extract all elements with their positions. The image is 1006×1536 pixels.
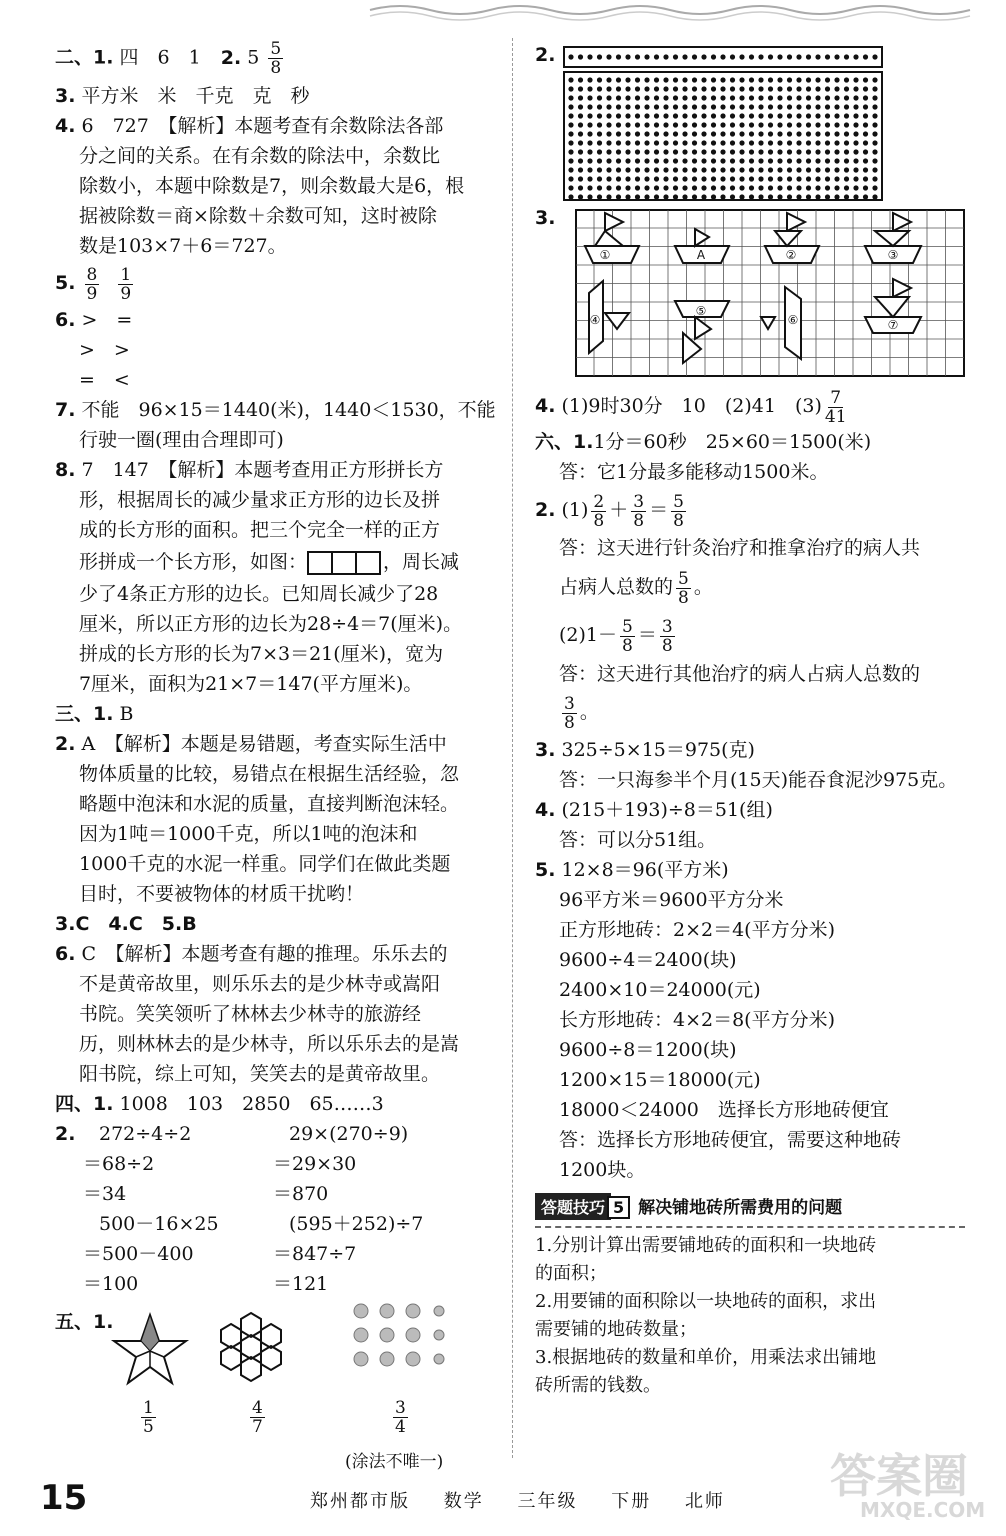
answer-2-1 xyxy=(55,40,495,77)
item-number: 2. xyxy=(535,44,556,66)
answer-text: 厘米，所以正方形的边长为28÷4＝7(厘米)。 xyxy=(79,613,463,635)
answer-text: C 【解析】本题考查有趣的推理。乐乐去的 xyxy=(81,943,448,965)
item-number: 6. xyxy=(55,943,76,965)
answer-text: 答：这天进行针灸治疗和推拿治疗的病人共 xyxy=(559,537,921,559)
answer-6-4 xyxy=(535,795,965,855)
fraction: $\frac{3}{8}$ xyxy=(633,491,645,531)
answer-text: > > xyxy=(79,339,130,361)
answer-text: 形拼成一个长方形，如图： xyxy=(79,551,308,573)
tip-badge: 答题技巧 xyxy=(535,1193,611,1220)
watermark-text: 答案圈 xyxy=(830,1449,968,1503)
hexagon-flower-figure xyxy=(215,1311,287,1383)
footer-volume: 下册 xyxy=(611,1491,652,1512)
section-label: 四、1. xyxy=(55,1093,114,1115)
item-number: 3. xyxy=(535,739,556,761)
item-number: 2. xyxy=(55,1123,76,1145)
answer-text: 历，则林林去的是少林寺，所以乐乐去的是嵩 xyxy=(79,1033,460,1055)
answer-3-6 xyxy=(55,939,495,1089)
answer-text: 书院。笑笑领听了林林去少林寺的旅游经 xyxy=(79,1003,422,1025)
svg-text:②: ② xyxy=(785,248,797,262)
item-number: 4. xyxy=(535,799,556,821)
footer-edition: 郑州都市版 xyxy=(310,1491,410,1512)
answer-r-3 xyxy=(535,203,965,385)
svg-text:①: ① xyxy=(599,248,611,262)
answer-tip-box xyxy=(535,1193,965,1400)
tip-text: 的面积； xyxy=(535,1263,607,1284)
answer-text: 数是103×7＋6＝727。 xyxy=(79,235,287,257)
answer-text: 1000千克的水泥一样重。同学们在做此类题 xyxy=(79,853,451,875)
answer-text: 答：一只海参半个月(15天)能吞食泥沙975克。 xyxy=(559,769,958,791)
item-number: 6. xyxy=(55,309,76,331)
fraction: $\frac{1}{5}$ xyxy=(143,1398,154,1437)
answer-2-3 xyxy=(55,81,495,111)
answer-text: 因为1吨＝1000千克，所以1吨的泡沫和 xyxy=(79,823,418,845)
fraction: $\frac{2}{8}$ xyxy=(593,491,605,531)
answer-6-1 xyxy=(535,427,965,487)
watermark xyxy=(830,1440,986,1522)
answer-text: 正方形地砖：2×2＝4(平方分米) xyxy=(559,919,836,941)
svg-text:⑦: ⑦ xyxy=(887,318,899,332)
answer-text: 不是黄帝故里，则乐乐去的是少林寺或嵩阳 xyxy=(79,973,441,995)
fraction: $\frac{5}{8}$ xyxy=(678,568,689,608)
item-number: 2. xyxy=(55,733,76,755)
answer-text: 分之间的关系。在有余数的除法中，余数比 xyxy=(79,145,441,167)
answer-text: 18000＜24000 选择长方形地砖便宜 xyxy=(559,1099,889,1121)
answer-text: 成的长方形的面积。把三个完全一样的正方 xyxy=(79,519,441,541)
calc-step: ＝68÷2 xyxy=(83,1153,155,1175)
answer-text: 7 147 【解析】本题考查用正方形拼长方 xyxy=(81,459,444,481)
answer-2-6 xyxy=(55,305,495,395)
dot-grid-figure xyxy=(563,46,885,202)
answer-text: 少了4条正方形的边长。已知周长减少了28 xyxy=(79,583,439,605)
item-number: 3. xyxy=(535,207,556,229)
calc-step: 272÷4÷2 xyxy=(99,1123,192,1145)
answer-text: 325÷5×15＝975(克) xyxy=(561,739,755,761)
answer-text: 1008 103 2850 65……3 xyxy=(119,1093,384,1115)
answer-r-2 xyxy=(535,40,965,195)
item-number: 5. xyxy=(535,859,556,881)
answer-text: 9600÷8＝1200(块) xyxy=(559,1039,737,1061)
tip-text: 砖所需的钱数。 xyxy=(535,1375,661,1396)
answer-6-2 xyxy=(535,487,965,735)
answer-2-5 xyxy=(55,261,495,305)
three-squares-figure xyxy=(307,551,379,573)
calc-step: ＝500－400 xyxy=(83,1243,194,1265)
answer-text: 1200块。 xyxy=(559,1159,646,1181)
answer-text: 6 727 【解析】本题考查有余数除法各部 xyxy=(81,115,444,137)
fraction: $\frac{8}{9}$ xyxy=(86,264,98,304)
fraction: $\frac{3}{4}$ xyxy=(395,1398,406,1437)
answer-text: 1分＝60秒 25×60＝1500(米) xyxy=(593,431,872,453)
answer-text: 拼成的长方形的长为7×3＝21(厘米)，宽为 xyxy=(79,643,444,665)
answer-text: 7厘米，面积为21×7＝147(平方厘米)。 xyxy=(79,673,423,695)
section-label: 二、1. xyxy=(55,46,114,69)
answer-r-4 xyxy=(535,385,965,427)
answer-text: 不能 96×15＝1440(米)，1440＜1530，不能 xyxy=(81,399,496,421)
answer-2-4 xyxy=(55,111,495,261)
calc-step: ＝29×30 xyxy=(273,1153,357,1175)
tip-text: 3.根据地砖的数量和单价，用乘法求出铺地 xyxy=(535,1347,877,1368)
svg-text:④: ④ xyxy=(589,313,601,327)
calc-step: ＝847÷7 xyxy=(273,1243,357,1265)
answer-text: ，周长减 xyxy=(383,551,460,573)
answer-5-1 xyxy=(55,1307,495,1472)
answer-text: 96平方米＝9600平方分米 xyxy=(559,889,784,911)
svg-text:③: ③ xyxy=(887,248,899,262)
answer-3-1 xyxy=(55,699,495,729)
answer-4-1 xyxy=(55,1089,495,1119)
answer-text: 形，根据周长的减少量求正方形的边长及拼 xyxy=(79,489,441,511)
item-number: 4. xyxy=(55,115,76,137)
answer-text: 平方米 米 千克 克 秒 xyxy=(81,85,310,107)
calc-step: ＝100 xyxy=(83,1273,139,1295)
fraction: $\frac{7}{41}$ xyxy=(824,387,847,427)
item-number: 2. xyxy=(535,499,556,521)
answer-text: 行驶一圈(理由合理即可) xyxy=(79,429,284,451)
item-number: 5. xyxy=(55,272,76,294)
fraction: $\frac{4}{7}$ xyxy=(252,1398,263,1437)
answer-text: > = xyxy=(81,309,133,331)
tangram-grid-figure xyxy=(575,209,967,379)
answer-text: 。 xyxy=(693,576,713,598)
answer-text: A 【解析】本题是易错题，考查实际生活中 xyxy=(81,733,447,755)
section-label: 六、1. xyxy=(535,431,594,453)
item-number: 3. xyxy=(55,85,76,107)
answer-2-7 xyxy=(55,395,495,455)
answer-2-8 xyxy=(55,455,495,699)
answer-text: (1)9时30分 10 (2)41 (3) xyxy=(561,395,822,417)
footer-publisher: 北师 xyxy=(684,1491,725,1512)
answer-text: 目时，不要被物体的材质干扰哟！ xyxy=(79,883,365,905)
answer-text: 长方形地砖：4×2＝8(平方分米) xyxy=(559,1009,836,1031)
footer-info xyxy=(310,1487,751,1513)
tip-text: 2.用要铺的面积除以一块地砖的面积，求出 xyxy=(535,1291,877,1312)
watermark-url: MXQE.COM xyxy=(860,1498,986,1522)
top-decoration xyxy=(0,0,1006,30)
right-column xyxy=(535,40,965,1400)
item-number: 7. xyxy=(55,399,76,421)
answer-text: (2)1－ xyxy=(559,624,618,646)
answer-text: 1200×15＝18000(元) xyxy=(559,1069,761,1091)
calc-step: ＝870 xyxy=(273,1183,329,1205)
item-number: 2. xyxy=(220,46,242,69)
answer-text: ＋ xyxy=(609,499,629,521)
section-label: 五、1. xyxy=(55,1311,114,1333)
answer-text: 答：它1分最多能移动1500米。 xyxy=(559,461,829,483)
calc-step: 29×(270÷9) xyxy=(289,1123,409,1145)
answer-text: 四 6 1 xyxy=(119,46,201,69)
svg-text:⑥: ⑥ xyxy=(787,313,799,327)
fraction: $\frac{3}{8}$ xyxy=(564,693,575,733)
answer-text: 阳书院，综上可知，笑笑去的是黄帝故里。 xyxy=(79,1063,441,1085)
tip-number: 5 xyxy=(607,1196,630,1219)
calc-step: ＝34 xyxy=(83,1183,127,1205)
answer-text: = < xyxy=(79,369,130,391)
answer-text: 12×8＝96(平方米) xyxy=(561,859,729,881)
section-label: 三、1. xyxy=(55,703,114,725)
answer-3-2 xyxy=(55,729,495,909)
answer-text: 物体质量的比较，易错点在根据生活经验，忽 xyxy=(79,763,460,785)
calc-step: ＝121 xyxy=(273,1273,329,1295)
column-divider xyxy=(512,38,513,1458)
answer-text: 答：这天进行其他治疗的病人占病人总数的 xyxy=(559,663,921,685)
item-number: 8. xyxy=(55,459,76,481)
left-column xyxy=(55,39,496,1472)
calc-step: (595＋252)÷7 xyxy=(289,1213,424,1235)
answer-text: (1) xyxy=(561,499,589,521)
answer-text: (215＋193)÷8＝51(组) xyxy=(561,799,773,821)
answer-6-3 xyxy=(535,735,965,795)
calc-step: 500－16×25 xyxy=(99,1213,219,1235)
answer-text: B xyxy=(119,703,134,725)
svg-text:⑤: ⑤ xyxy=(695,304,707,318)
answer-text: 答：选择长方形地砖便宜，需要这种地砖 xyxy=(559,1129,902,1151)
answer-text: ＝ xyxy=(637,624,657,646)
star-figure xyxy=(110,1311,190,1391)
footer-grade: 三年级 xyxy=(517,1491,578,1512)
ducks-figure xyxy=(347,1297,447,1387)
answer-text: 9600÷4＝2400(块) xyxy=(559,949,737,971)
fraction: $\frac{5}{8}$ xyxy=(270,39,282,78)
answer-text: 据被除数＝商×除数＋余数可知，这时被除 xyxy=(79,205,437,227)
answer-text: 2400×10＝24000(元) xyxy=(559,979,761,1001)
answer-6-5 xyxy=(535,855,965,1185)
note-text: (涂法不唯一) xyxy=(345,1452,444,1472)
answer-text: 。 xyxy=(579,701,599,723)
footer-subject: 数学 xyxy=(443,1491,484,1512)
answer-text: ＝ xyxy=(649,499,669,521)
item-number: 4. xyxy=(535,395,556,417)
svg-text:A: A xyxy=(696,248,706,262)
answer-text: 答：可以分51组。 xyxy=(559,829,717,851)
answer-3-3-5: 3.C 4.C 5.B xyxy=(55,913,197,935)
fraction: $\frac{1}{9}$ xyxy=(120,264,132,304)
answer-text: 略题中泡沫和水泥的质量，直接判断泡沫轻。 xyxy=(79,793,460,815)
page-number: 15 xyxy=(40,1478,88,1518)
answer-text: 除数小，本题中除数是7，则余数最大是6，根 xyxy=(79,175,465,197)
tip-text: 需要铺的地砖数量； xyxy=(535,1319,697,1340)
tip-text: 1.分别计算出需要铺地砖的面积和一块地砖 xyxy=(535,1235,877,1256)
fraction: $\frac{5}{8}$ xyxy=(673,491,684,531)
fraction: $\frac{3}{8}$ xyxy=(661,616,673,656)
answer-text: 5 xyxy=(247,46,260,69)
tip-title: 解决铺地砖所需费用的问题 xyxy=(638,1198,843,1218)
answer-4-2 xyxy=(55,1119,495,1299)
fraction: $\frac{5}{8}$ xyxy=(622,616,633,656)
answer-text: 占病人总数的 xyxy=(559,576,674,598)
